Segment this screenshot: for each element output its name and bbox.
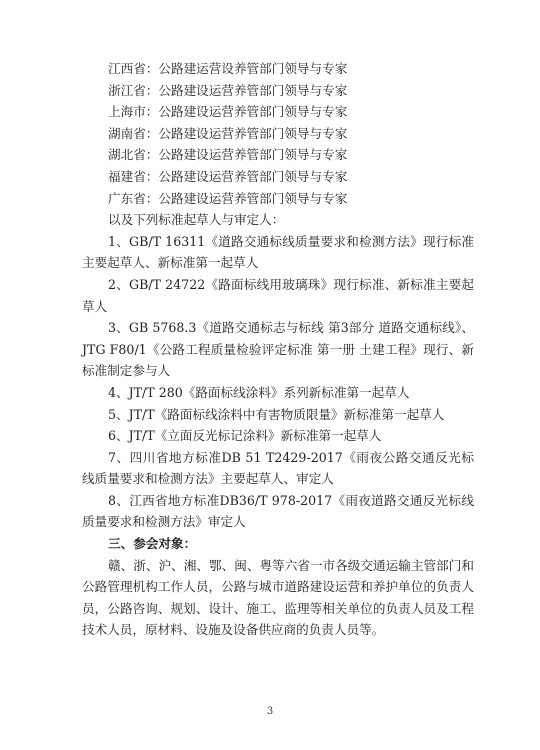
expert-line-jiangxi: 江西省：公路建运营设养管部门领导与专家: [108, 61, 348, 76]
expert-line-hubei: 湖北省：公路建设运营养管部门领导与专家: [108, 147, 348, 163]
standard-item-2: 2、GB/T 24722《路面标线用玻璃珠》现行标准、新标准主要起草人: [82, 276, 474, 314]
expert-line-hunan: 湖南省：公路建设运营养管部门领导与专家: [108, 125, 348, 141]
page-number: 3: [266, 706, 274, 717]
standard-item-6: 6、JT/T《立面反光标记涂料》新标准第一起草人: [108, 428, 382, 444]
expert-line-zhejiang: 浙江省：公路建设运营养管部门领导与专家: [108, 82, 348, 98]
participants-paragraph: 赣、浙、沪、湘、鄂、闽、粤等六省一市各级交通运输主管部门和公路管理机构工作人员，公路与城市道路建设运营和养护单位的负责人员，公路咨询、规划、设计、施工、监理等相关单位的负责人员及工程技术人员，原材料、设施及设备供应商的负责人员等。: [82, 557, 474, 638]
standard-item-3: 3、GB 5768.3《道路交通标志与标线 第3部分 道路交通标线》、JTG F80/1《公路工程质量检验评定标准 第一册 土建工程》现行、新标准制定参与人: [82, 320, 474, 379]
standard-item-4: 4、JT/T 280《路面标线涂料》系列新标准第一起草人: [108, 384, 410, 400]
standard-item-8: 8、江西省地方标准DB36/T 978-2017《雨夜道路交通反光标线质量要求和检测方法》审定人: [82, 492, 474, 530]
expert-line-shanghai: 上海市：公路建设运营养管部门领导与专家: [108, 104, 348, 120]
standards-intro: 以及下列标准起草人与审定人：: [108, 212, 285, 228]
expert-line-guangdong: 广东省：公路建设运营养管部门领导与专家: [108, 190, 348, 206]
standard-item-1: 1、GB/T 16311《道路交通标线质量要求和检测方法》现行标准主要起草人、新标准第一起草人: [82, 233, 474, 271]
document-body: [82, 58, 474, 641]
section-heading-participants: 三、参会对象：: [108, 536, 197, 552]
expert-line-fujian: 福建省：公路建设运营养管部门领导与专家: [108, 168, 348, 184]
standard-item-7: 7、四川省地方标准DB 51 T2429-2017《雨夜公路交通反光标线质量要求和检测方法》主要起草人、审定人: [82, 449, 474, 487]
standard-item-5: 5、JT/T《路面标线涂料中有害物质限量》新标准第一起草人: [108, 406, 445, 422]
